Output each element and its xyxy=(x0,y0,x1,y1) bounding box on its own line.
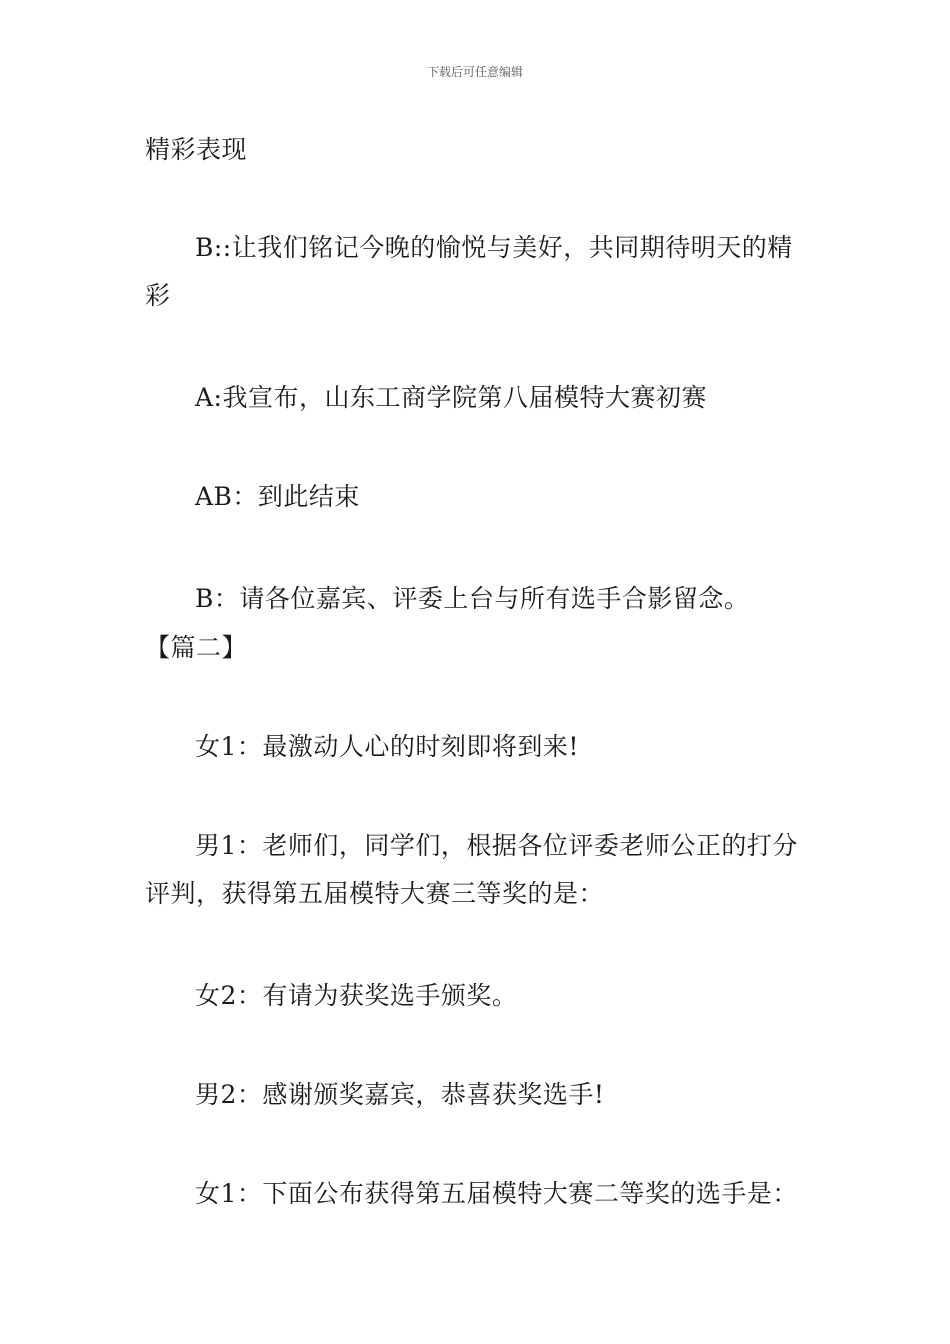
paragraph-ab-end: AB：到此结束 xyxy=(195,482,360,511)
paragraph-female1-second-prize: 女1：下面公布获得第五届模特大赛二等奖的选手是： xyxy=(195,1179,798,1208)
page-header-note: 下载后可任意编辑 xyxy=(426,65,523,79)
paragraph-a-announce: A:我宣布，山东工商学院第八届模特大赛初赛 xyxy=(195,383,707,412)
paragraph-female1-moment: 女1：最激动人心的时刻即将到来! xyxy=(195,732,579,761)
paragraph-continuation: 精彩表现 xyxy=(145,135,248,164)
paragraph-b-closing: B::让我们铭记今晚的愉悦与美好，共同期待明天的精彩 xyxy=(145,233,793,310)
paragraph-female2-award: 女2：有请为获奖选手颁奖。 xyxy=(195,981,518,1010)
paragraph-male1-third-prize: 男1：老师们，同学们，根据各位评委老师公正的打分评判，获得第五届模特大赛三等奖的是： xyxy=(145,831,798,908)
section-heading-part-two: 【篇二】 xyxy=(145,633,248,662)
paragraph-b-photo: B：请各位嘉宾、评委上台与所有选手合影留念。 xyxy=(195,584,750,613)
paragraph-male2-thanks: 男2：感谢颁奖嘉宾，恭喜获奖选手! xyxy=(195,1080,605,1109)
